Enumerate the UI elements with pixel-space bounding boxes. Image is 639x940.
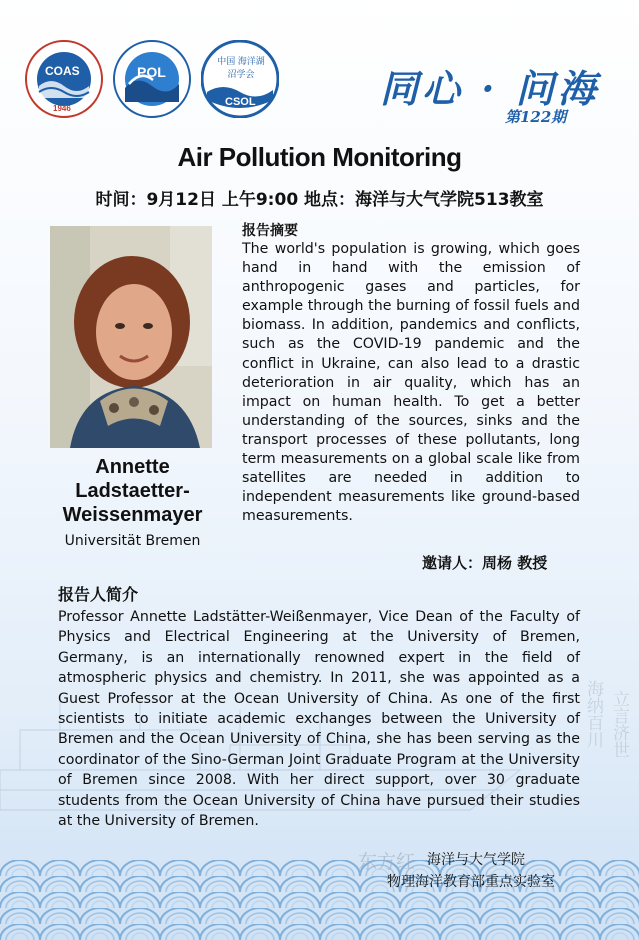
pol-logo: [113, 40, 191, 118]
coas-logo-year: 1946: [53, 104, 71, 113]
speaker-name-line3: Weissenmayer: [62, 504, 203, 526]
speaker-name-line1: Annette: [95, 456, 170, 478]
issue-number: 第122期: [505, 108, 567, 126]
speaker-photo: [50, 226, 212, 448]
csol-logo-label: CSOL: [225, 96, 256, 108]
organizer-lab: 物理海洋教育部重点实验室: [387, 874, 555, 890]
calligraphy-watermark-3: 东方红: [358, 851, 416, 873]
coas-logo-label: COAS: [45, 64, 80, 78]
event-title: Air Pollution Monitoring: [177, 142, 462, 172]
csol-logo: [201, 40, 279, 118]
bio-text: Professor Annette Ladstätter-Weißenmayer, Vice Dean of the Faculty of Physics and Electrical Engineering at the University of Bremen, Germany, is an internationally renowned expert in the field of atmospheric physics and chemistry. In 2011, she was appointed as a Guest Professor at the Ocean University of China. As one of the first scientists to initiate academic exchanges between the University of Bremen and the Ocean University of China, she has been serving as the coordinator of the Sino-German Joint Graduate Program at the University of Bremen since 2008. With her direct support, over 30 graduate students from the Ocean University of China have pursued their studies at the University of Bremen.: [58, 609, 580, 830]
inviter: 邀请人：周杨 教授: [422, 554, 548, 572]
pol-logo-label: POL: [137, 64, 166, 80]
organizer-school: 海洋与大气学院: [427, 852, 525, 868]
abstract-heading: 报告摘要: [242, 223, 298, 239]
speaker-name-line2: Ladstaetter-: [75, 480, 190, 502]
event-time-location: 时间：9月12日 上午9:00 地点：海洋与大气学院513教室: [95, 190, 544, 210]
speaker-affiliation: Universität Bremen: [64, 533, 201, 549]
abstract-text: The world's population is growing, which goes hand in hand with the emission of anthropogenic gases and particles, for example through the burning of fossil fuels and biomass. In addition, pandemics and conflicts, such as the COVID-19 pandemic and the conflict in Ukraine, can also lead to a drastic deterioration in air quality, which has an impact on human health. To get a better understanding of the sources, sinks and the transport processes of these pollutants, long term measurements on a global scale like from satellites are needed in addition to independent measurements like ground-based measurements.: [242, 241, 580, 525]
bio-heading: 报告人简介: [58, 585, 139, 604]
calligraphy-watermark-1: 立言济世: [609, 690, 629, 758]
coas-logo: [25, 40, 103, 118]
speaker-name: [40, 455, 225, 527]
csol-logo-text: 中国 海洋湖沼学会: [217, 56, 265, 79]
calligraphy-watermark-2: 海纳百川: [583, 680, 603, 748]
series-title: 同心 · 问海: [380, 66, 600, 111]
